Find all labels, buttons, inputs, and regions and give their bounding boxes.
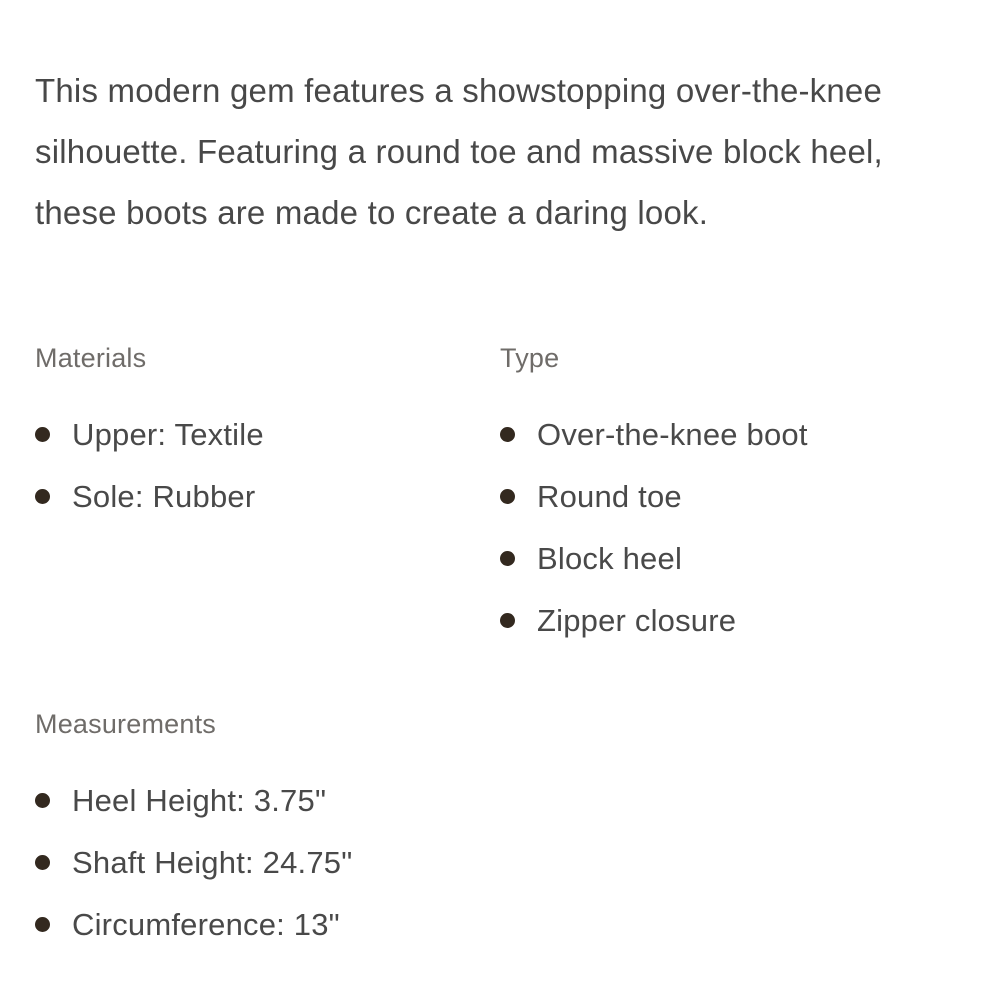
list-item-text: Zipper closure [537, 603, 737, 638]
bullet-icon [500, 489, 515, 504]
list-item [35, 846, 970, 879]
list-item-text: Shaft Height: 24.75" [72, 845, 353, 880]
list-item [500, 480, 970, 513]
section-measurements [35, 709, 970, 941]
list-item [35, 480, 500, 513]
list-item [500, 418, 970, 451]
bullet-icon [500, 613, 515, 628]
list-item [500, 604, 970, 637]
attributes-columns [35, 343, 970, 637]
bullet-icon [35, 917, 50, 932]
bullet-icon [35, 793, 50, 808]
product-description: This modern gem features a showstopping over-the-knee silhouette. Featuring a round toe and massive block heel, these boots are made to create a daring look. [35, 72, 883, 231]
section-materials [35, 343, 500, 637]
list-item [500, 542, 970, 575]
list-item-text: Circumference: 13" [72, 907, 340, 942]
type-list [500, 418, 970, 637]
list-item-text: Upper: Textile [72, 417, 264, 452]
bullet-icon [500, 427, 515, 442]
measurements-section-title: Measurements [35, 709, 216, 739]
materials-section-title: Materials [35, 343, 147, 373]
list-item-text: Sole: Rubber [72, 479, 256, 514]
list-item-text: Heel Height: 3.75" [72, 783, 327, 818]
list-item-text: Block heel [537, 541, 683, 576]
bullet-icon [35, 427, 50, 442]
section-type [500, 343, 970, 637]
bullet-icon [500, 551, 515, 566]
list-item [35, 784, 970, 817]
materials-list [35, 418, 500, 513]
measurements-list [35, 784, 970, 941]
type-section-title: Type [500, 343, 560, 373]
list-item [35, 418, 500, 451]
list-item-text: Over-the-knee boot [537, 417, 808, 452]
list-item-text: Round toe [537, 479, 682, 514]
bullet-icon [35, 855, 50, 870]
list-item [35, 908, 970, 941]
bullet-icon [35, 489, 50, 504]
